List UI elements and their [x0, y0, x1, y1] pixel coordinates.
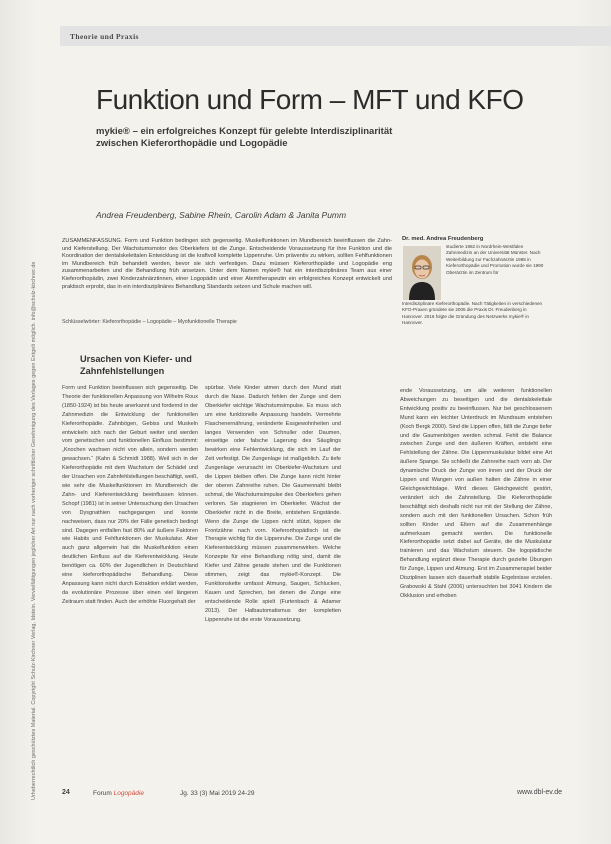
body-column-1: Form und Funktion beeinflussen sich gegenseitig. Die Theorie der funktionellen Anpassung von Wilhelm Roux (1850-1924) ist bis heute anerkannt und fordernd in der Zahnmedizin die Entwicklung der funktionellen Kieferorthopädie. Zahnbögen, Gebiss und Muskeln entwickeln sich nach der Geburt weiter und werden vom genetischen und funktionellen Einfluss bestimmt: „Knochen wachsen nicht von allein, sondern werden gewachsen.“ (Kahn & Schmidt 1988). Weil sich in der Kieferorthopädie mit dem Wachstum der Schädel und der Ursachen von Zahnfehlstellungen beschäftigt, weiß, wie sehr die Muskelfunktionen im Mundbereich die Zahn- und Kieferentwicklung beeinflussen können. Schopf (1981) ist in seiner Untersuchung den Ursachen von Dysgnathien nachgegangen und konnte nachweisen, dass nur 20% der Fälle genetisch bedingt sind. Dagegen entfallen fast 80% auf äußere Faktoren wie Habits und Fehlfunktionen der Muskulatur. Aber auch ganz allgemein hat die Muskelfunktion einen deutlichen Einfluss auf die Kieferentwicklung. Heute benötigen ca. 60% der Jugendlichen in Deutschland eine kieferorthopädische Behandlung. Diese Anpassung kann nicht durch Extraktion erklärt werden, da evolutionäre Prozesse über einen viel längeren Zeitraum statt finden. Auch der erhöhte Fluorgehalt der [62, 385, 198, 605]
magazine-name-logopaedie: Logopädie [113, 790, 144, 797]
body-column-3: ende Voraussetzung, um alle weiteren funktionellen Abweichungen zu beseitigen und die dentalskelettale Entwicklung positiv zu beeinflussen. Nur bei geschlossenem Mund kann ein leichter Unterdruck im Mundraum entstehen (Koch Bergk 2000). Sind die Lippen offen, fällt die Zunge tiefer und die Gaumenbögen werden schmal. Fehlt die Balance zwischen Zunge und den äußeren Kräften, entsteht eine Fehlstellung der Zähne. Die Lippenmuskulatur bildet eine Art äußere Spange. Sie schließt die Zahnreihe nach vorn ab. Der dynamische Druck der Zunge von innen und der Druck der Lippen und Wangen von außen halten die Zähne in einer Gleichgewichtslage. Wird dieses Gleichgewicht gestört, verändert sich die Zahnstellung. Die Kieferorthopädie beschäftigt sich deshalb nicht nur mit der Stellung der Zähne, sondern auch mit den funktionellen Ursachen. Schon früh sollten Kinder und Eltern auf die Zusammenhänge aufmerksam gemacht werden. Die funktionelle Kieferorthopädie setzt dabei auf Geräte, die die Muskulatur trainieren und das Wachstum steuern. Die logopädische Behandlung ergänzt diese Therapie durch gezielte Übungen für Zunge, Lippen und Atmung. Erst im Zusammenspiel beider Disziplinen lassen sich dauerhaft stabile Ergebnisse erzielen. Grabowski & Stahl (2006) untersuchten bei 3041 Kindern die Okklusion und erhoben [400, 388, 552, 599]
abstract: ZUSAMMENFASSUNG. Form und Funktion bedingen sich gegenseitig. Muskelfunktionen im Mundbereich beeinflussen die Zahn- und Kieferstellung. Der Wachstumsmotor des Oberkiefers ist die Zunge. Entscheidende Voraussetzung für ihre Funktion und die Koordination der dentalskelettalen Entwicklung ist die kraftvoll komplette Lippenruhe. Um präventiv zu wirken, sollten Fehlfunktionen im Mundbereich früh behandelt werden, bevor sie sich verfestigen. Dazu müssen Kieferorthopädie und Logopädie eng zusammenarbeiten und die Behandlung früh ansetzen. Unter dem Namen mykie® hat ein interdisziplinäres Team aus einer Kieferorthopädin, zwei Kinderzahnärztinnen, einer Logopädin und einer Atemtherapeutin ein erfolgreiches Konzept entwickelt und praktisch erprobt, das in ein interdisziplinäres Behandlung Standards setzen und Schule machen will. [62, 238, 392, 290]
keywords: Schlüsselwörter: Kieferorthopädie – Logopädie – Myofunktionelle Therapie [62, 319, 237, 325]
issue-info: Jg. 33 (3) Mai 2019 24-29 [180, 790, 255, 797]
author-profile-text: studierte 1982 in Nordrhein-Westfalen Zahnmedizin an der Universität Münster. Nach Weiterbildung zur Fachzahnärztin 1988 in Kieferorthopädie und Promotion wurde sie 1990 Oberärztin im Zentrum für [446, 244, 544, 275]
article-subtitle: mykie® – ein erfolgreiches Konzept für gelebte Interdisziplinarität zwischen Kieferorthopädie und Logopädie [96, 126, 393, 149]
magazine-name-forum: Forum [93, 790, 112, 797]
section-header-bar [60, 26, 611, 46]
page-number: 24 [62, 789, 70, 796]
magazine-name [93, 790, 144, 797]
copyright-sidebar [31, 40, 41, 800]
author-portrait-icon [403, 246, 441, 300]
author-profile-name: Dr. med. Andrea Freudenberg [402, 236, 484, 242]
copyright-text: Urheberrechtlich geschütztes Material. Copyright Schulz-Kirchner Verlag, Idstein. Vervielfältigungen jeglicher Art nur nach vorheriger schriftlicher Genehmigung des Verlages gegen Entgelt möglich. info@schulz-kirchner.de [31, 261, 37, 800]
section-label: Theorie und Praxis [70, 32, 139, 41]
section-heading: Ursachen von Kiefer- und Zahnfehlstellungen [80, 354, 192, 376]
article-title: Funktion und Form – MFT und KFO [96, 84, 524, 115]
body-column-2: spürbar. Viele Kinder atmen durch den Mund statt durch die Nase. Dadurch fehlen der Zunge und dem Oberkiefer wichtige Wachstumsimpulse. Es muss sich um eine funktionelle Anpassung handeln. Vermehrte Flaschenernährung, veränderte Essgewohnheiten und langes Verwenden von Schnuller oder Daumen, einseitige oder falsche Lagerung des Säuglings bewirken eine Fehlentwicklung, die sich im Lauf der Zeit verfestigt. Die Zungenlage ist maßgeblich. Zu tiefe Zungenlage verursacht im Oberkiefer-Wachstum und die Lippen bleiben offen. Die Zunge kann nicht hinter der oberen Zahnreihe ruhen. Die Gaumennaht bleibt schmal, die Wachstumsimpulse des Oberkiefers gehen verloren. Sie stagnieren im Oberkiefer. Wächst der Oberkiefer nicht in die Breite, entstehen Engstände. Wenn die Zunge die Lippen nicht stützt, kippen die Frontzähne nach vorn. Kieferorthopädisch ist die Therapie wichtig für die Lippenruhe. Die Zunge und die Kieferentwicklung müssen zusammenwirken. Welche Konzepte für eine Behandlung nötig sind, damit die Kiefer und Zähne gerade stehen und die Funktionen stimmen, zeigt das mykie®-Konzept. Die Funktionskette umfasst Atmung, Saugen, Schlucken, Kauen und Sprechen, bei denen die Zunge eine entscheidende Rolle spielt (Furtenbach & Adamer 2013). Der Halbautomatismus der kompletten Lippenruhe ist die erste Voraussetzung. [205, 385, 341, 623]
author-profile-text-continued: Interdisziplinäre Kieferorthopädie. Nach Tätigkeiten in verschiedenen KFO-Praxen gründete sie 2005 die Praxis Dr. Freudenberg in Hannover. 2016 folgte die Gründung des Netzwerks mykie® in Hannover. [402, 301, 543, 325]
page-footer [62, 789, 562, 803]
website-link[interactable]: www.dbl-ev.de [517, 789, 563, 796]
article-authors: Andrea Freudenberg, Sabine Rhein, Carolin Adam & Janita Pumm [96, 210, 347, 220]
author-photo [403, 246, 441, 300]
